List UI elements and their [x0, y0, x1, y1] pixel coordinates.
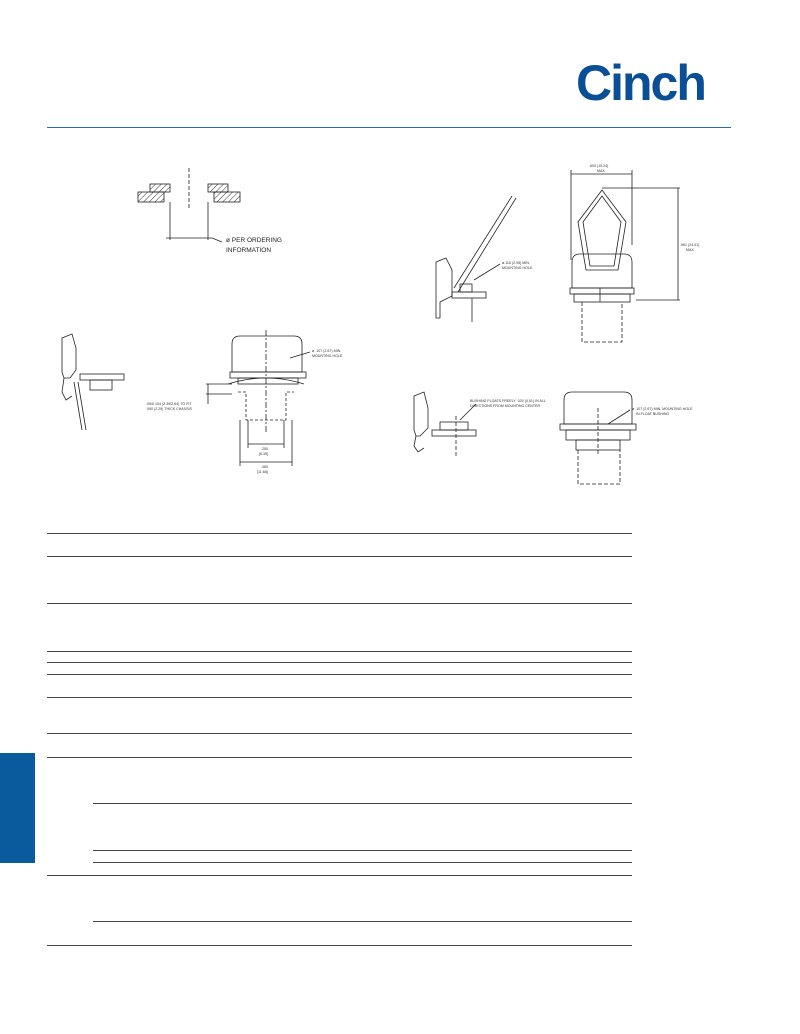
fig4-dim-b-line1: .460 [261, 465, 268, 469]
fig3-clip-front-view [570, 170, 680, 342]
table-rule [47, 697, 632, 698]
fig4-hole-line1: ø .107 (2.67) MIN. [312, 349, 342, 353]
fig3-width-line2: MAX. [597, 169, 606, 173]
fig2-clip-side-view [436, 196, 516, 322]
fig1-label-line2: INFORMATION [226, 247, 272, 254]
fig4-dim-a-line1: .250 [261, 447, 268, 451]
table-rule [47, 757, 632, 758]
cinch-logo: Cinch [576, 55, 705, 111]
table-rule [47, 651, 632, 652]
table-rule [47, 674, 632, 675]
fig6-float-front-view [560, 392, 636, 484]
table-rule [47, 945, 632, 946]
fig4a-mounted-side-view [62, 334, 124, 430]
table-rule [47, 733, 632, 734]
fig1-bushing-section [138, 168, 240, 242]
table-rule [93, 921, 632, 922]
fig3-width-line1: .600 (15.24) [589, 164, 609, 168]
table-rule [47, 662, 632, 663]
fig5-float-line2: DIRECTIONS FROM MOUNTING CENTER [470, 404, 541, 408]
fig3-height-line2: MAX. [686, 248, 695, 252]
fig4-hole-line2: MOUNTING HOLE [312, 354, 343, 358]
fig5-float-side-view [414, 392, 476, 456]
fig4b-mounted-front-view [206, 330, 310, 466]
table-rule [47, 875, 632, 876]
fig2-hole-line2: MOUNTING HOLE [502, 266, 533, 270]
fig1-label-line1: ø PER ORDERING [226, 237, 282, 244]
fig6-hole-line1: ø .107 (2.67) MIN. MOUNTING HOLE [632, 407, 693, 411]
table-rule [93, 803, 632, 804]
table-rule [47, 603, 632, 604]
fig6-hole-line2: IN FLOAT BUSHING [636, 412, 670, 416]
fig4-dim-b-line2: [11.68] [257, 470, 268, 474]
fig4-dim-a-line2: [6.35] [259, 452, 268, 456]
table-rule [47, 533, 632, 534]
table-rule [47, 556, 632, 557]
fig3-height-line1: .961 (24.41) [680, 243, 700, 247]
fig4-fit-line2: .090 (2.29) THICK CHASSIS [146, 407, 192, 411]
table-rule [93, 862, 632, 863]
fig4-fit-line1: .094/.104 (2.39/2.64) TO FIT [146, 402, 192, 406]
table-rule [93, 850, 632, 851]
fig5-float-line1: BUSHING FLOATS FREELY .020 (0.51) IN ALL [470, 399, 546, 403]
fig2-hole-line1: ø.116 (2.95) MIN. [502, 261, 530, 265]
